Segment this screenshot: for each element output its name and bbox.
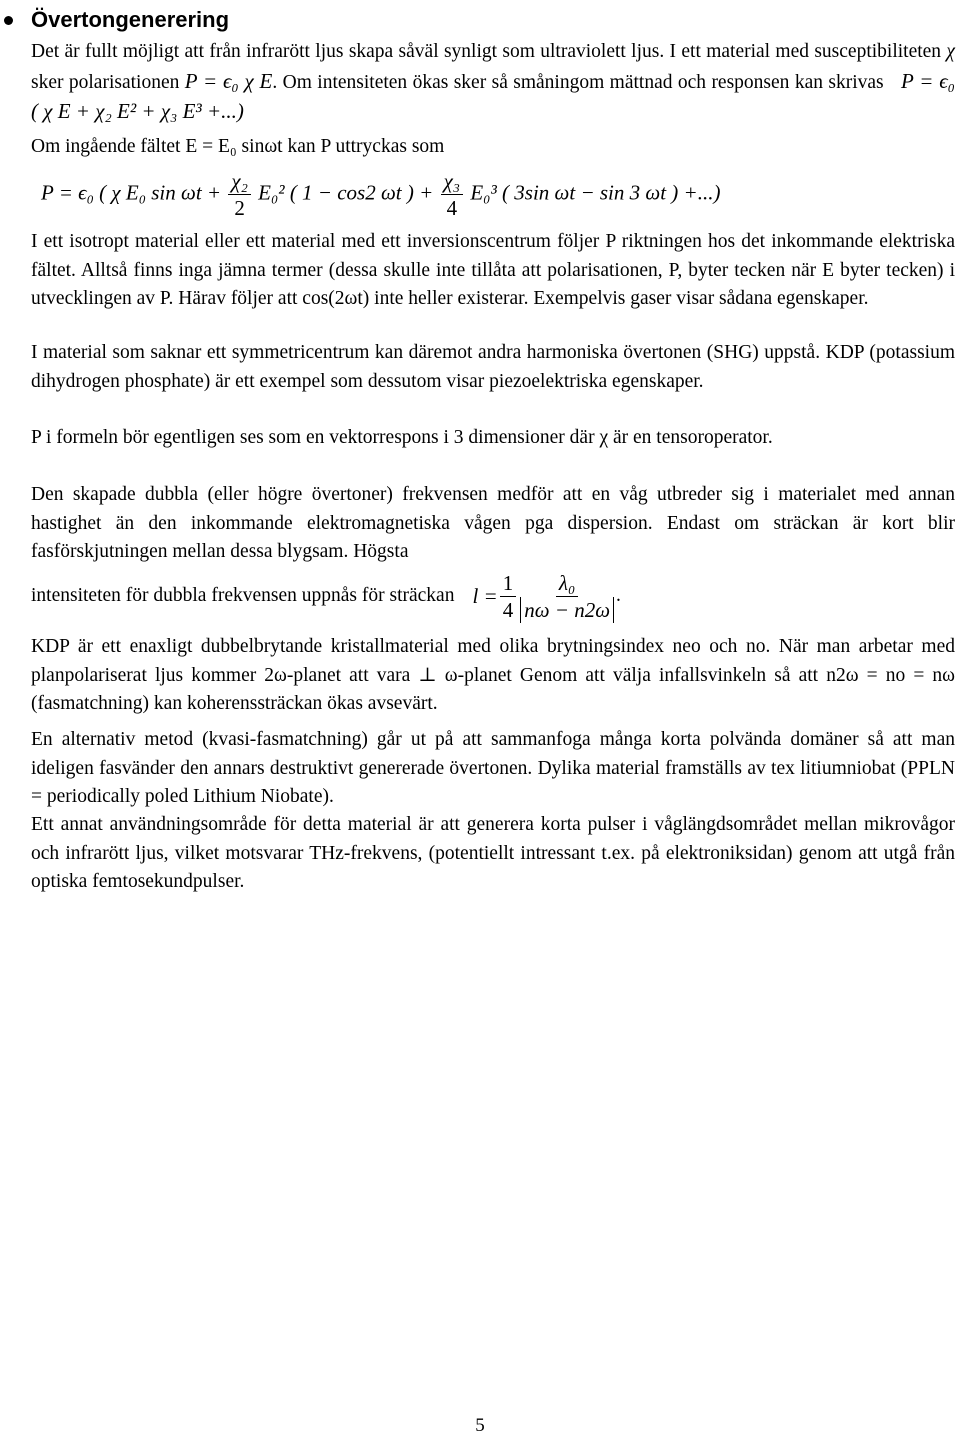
equation-rhs: E₀³ ( 3sin ωt − sin 3 ωt ) +...) [470, 180, 721, 205]
intro-text-b: sker polarisationen [31, 71, 185, 93]
fraction-numerator: χ₃ [441, 168, 464, 195]
coherence-lhs: l = [472, 584, 498, 609]
fraction-denominator: 4 [446, 196, 458, 220]
paragraph-qpm: En alternativ metod (kvasi-fasmatchning) går ut på att sammanfoga många korta polvända domäner så att man ideligen fasvänder den annars destruktivt genererade övertonen. Dylika material framställs av tex litiumniobat (PPLN = periodically poled Lithium Niobate). [31, 729, 955, 808]
paragraph-kdp: KDP är ett enaxligt dubbelbrytande kristallmaterial med olika brytningsindex neo och no. När man arbetar med planpolariserat ljus kommer 2ω-planet att vara ⊥ ω-planet Genom att välja infallsvinkeln så att n2ω = no = nω (fasmatchning) kan koherenssträckan ökas avsevärt. [31, 636, 955, 715]
paragraph-isotropic: I ett isotropt material eller ett material med ett inversionscentrum följer P riktningen hos det inkommande elektriska fältet. Alltså finns inga jämna termer (dessa skulle inte tillåta att polarisationen, P, byter tecken när E byter tecken) i utvecklingen av P. Härav följer att cos(2ωt) inte heller existerar. Exempelvis gaser visar sådana egenskaper. [31, 231, 955, 310]
fraction-denominator: 4 [502, 598, 514, 622]
expansion-equation [41, 168, 720, 221]
fraction-chi2-over-2 [228, 168, 251, 221]
page-number: 5 [475, 1415, 485, 1436]
coherence-text: intensiteten för dubbla frekvensen uppnås för sträckan [31, 585, 455, 607]
fraction-one-over-four [500, 570, 517, 623]
field-text: Om ingående fältet E = E₀ sinωt kan P uttryckas som [31, 136, 445, 157]
bullet-icon [4, 16, 13, 25]
sentence-end: . [616, 585, 621, 607]
paragraph-coherence-length [31, 570, 955, 623]
fraction-denominator: nω − n2ω [520, 597, 614, 623]
intro-text-a: Det är fullt möjligt att från infrarött ljus skapa såväl synligt som ultraviolett ljus. I ett material med susceptibiliteten [31, 41, 947, 62]
fraction-numerator: 1 [500, 570, 517, 597]
response-formula: P = ϵ₀ ( χ E + χ₂ E² + χ₃ E³ +...) [31, 68, 955, 124]
paragraph-shg: I material som saknar ett symmetricentrum kan däremot andra harmoniska övertonen (SHG) uppstå. KDP (potassium dihydrogen phosphate) är ett exempel som dessutom visar piezoelektriska egenskaper. [31, 342, 955, 392]
fraction-chi3-over-4 [441, 168, 464, 221]
paragraph-intro [31, 38, 955, 128]
chi-symbol: χ [946, 41, 955, 62]
fraction-denominator: 2 [234, 196, 245, 220]
equation-middle: E₀² ( 1 − cos2 ωt ) + [258, 180, 434, 205]
paragraph-field [31, 133, 955, 162]
fraction-numerator: λ₀ [556, 570, 578, 597]
section-heading [31, 5, 229, 35]
fraction-lambda-over-dn [520, 570, 614, 623]
paragraph-vector: P i formeln bör egentligen ses som en vektorrespons i 3 dimensioner där χ är en tensoroperator. [31, 427, 773, 448]
equation-lhs: P = ϵ₀ ( χ E₀ sin ωt + [41, 180, 222, 205]
intro-text-c: . Om intensiteten ökas sker så småningom mättnad och responsen kan skrivas [272, 71, 884, 93]
polarization-formula: P = ϵ₀ χ E [184, 68, 273, 93]
paragraph-thz: Ett annat användningsområde för detta material är att generera korta pulser i våglängdsområdet mellan mikrovågor och infrarött ljus, vilket motsvarar THz-frekvens, (potentiellt intressant t.ex. på elektroniksidan) genom att utgå från optiska femtosekundpulser. [31, 814, 955, 893]
section-heading-text: Övertongenerering [31, 7, 230, 32]
fraction-numerator: χ₂ [228, 168, 251, 195]
paragraph-dispersion: Den skapade dubbla (eller högre övertoner) frekvensen medför att en våg utbreder sig i materialet med annan hastighet än den inkommande elektromagnetiska vågen pga dispersion. Endast om sträckan är kort blir fasförskjutningen mellan dessa blygsam. Högsta [31, 484, 955, 563]
